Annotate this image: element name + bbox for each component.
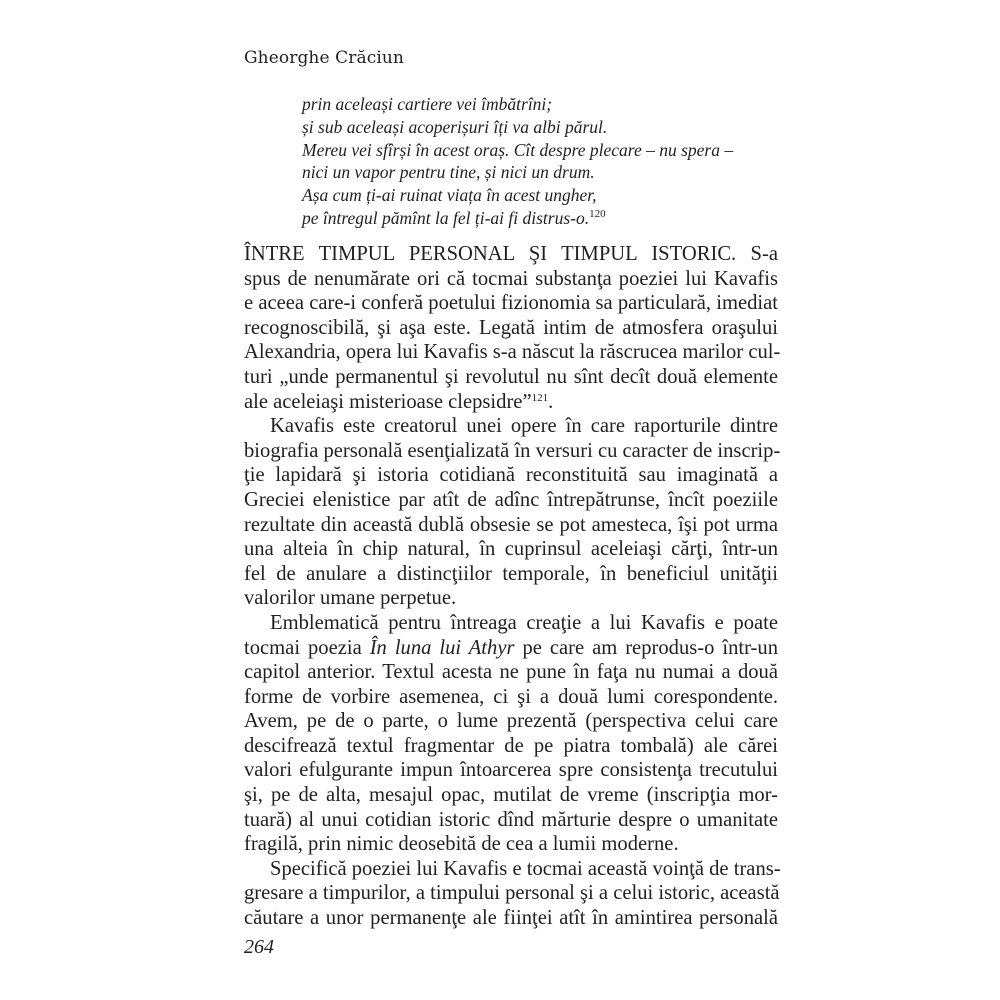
text-line: Emblematică pentru întreaga creaţie a lui Kavafis e poate — [270, 611, 778, 634]
text-line: fel de anulare a distincţiilor temporale, în beneficiul unităţii — [244, 562, 778, 585]
text-line: recognoscibilă, şi aşa este. Legată intim de atmosfera oraşului — [244, 316, 778, 339]
text-line: forme de vorbire asemenea, ci şi a două lumi corespondente. — [244, 685, 778, 708]
text-line-content: ale aceleiaşi misterioase clepsidre” — [244, 390, 532, 413]
text-line: valorilor umane perpetue. — [244, 587, 457, 610]
text-line: Alexandria, opera lui Kavafis s-a născut la răscrucea marilor cul- — [244, 341, 781, 364]
poem-line: prin aceleași cartiere vei îmbătrîni; — [302, 94, 553, 114]
text-line: gresare a timpurilor, a timpului personal şi a celui istoric, această — [244, 882, 780, 905]
text-line: rezultate din această dublă obsesie se pot amesteca, îşi pot urma — [244, 513, 778, 536]
text-line: căutare a unor permanenţe ale fiinţei atît în amintirea personală — [244, 907, 778, 930]
text-line: capitol anterior. Textul acesta ne pune în faţa nu numai a două — [244, 661, 778, 684]
poem-line: și sub aceleași acoperișuri îți va albi părul. — [302, 116, 608, 137]
text-line: tuară) al unui cotidian istoric dînd mărturie despre o umanitate — [244, 808, 778, 831]
poem-line: nici un vapor pentru tine, și nici un drum. — [302, 162, 595, 183]
sentence-end: . — [548, 390, 554, 413]
poem-line: Așa cum ți-ai ruinat viața în acest ungher, — [302, 185, 597, 206]
running-head-author: Gheorghe Crăciun — [244, 48, 404, 68]
text-line-content: pe care am reprodus-o într-un — [514, 636, 779, 659]
text-line: ţie lapidară şi istoria cotidiană reconstituită sau imaginată a — [244, 464, 778, 487]
poem-quote — [302, 93, 772, 230]
text-line: valori efulgurante impun întoarcerea spre consistenţa trecutului — [244, 759, 778, 782]
text-line: Specifică poeziei lui Kavafis e tocmai această voinţă de trans- — [270, 857, 781, 880]
text-line: fragilă, prin nimic deosebită de cea a lumii moderne. — [244, 833, 679, 856]
footnote-reference: 120 — [589, 207, 606, 220]
text-line: una alteia în chip natural, în cuprinsul aceleiaşi cărţi, într-un — [244, 538, 778, 561]
text-line: Avem, pe de o parte, o lume prezentă (perspectiva celui care — [244, 710, 778, 733]
text-line: ÎNTRE TIMPUL PERSONAL ŞI TIMPUL ISTORIC. S-a — [244, 243, 778, 265]
poem-line-text: pe întregul pămînt la fel ți-ai fi distrus-o. — [302, 207, 590, 228]
poem-line: Mereu vei sfîrși în acest oraș. Cît despre plecare – nu spera – — [302, 139, 734, 160]
poem-line — [302, 207, 772, 230]
text-line: spus de nenumărate ori că tocmai substanţa poeziei lui Kavafis — [244, 267, 778, 290]
text-line: e aceea care-i conferă poetului fizionomia sa particulară, imediat — [244, 292, 778, 315]
paragraph — [244, 414, 781, 611]
text-line: Greciei elenistice par atît de adînc întrepătrunse, încît poeziile — [244, 488, 778, 511]
text-line — [244, 390, 778, 415]
paragraph — [244, 857, 781, 931]
text-line: turi „unde permanentul şi revolutul nu sînt decît două elemente — [244, 365, 778, 388]
text-line: descifrează textul fragmentar de pe piatra tombală) ale cărei — [244, 734, 778, 757]
text-line: şi, pe de alta, mesajul opac, mutilat de vreme (inscripţia mor- — [244, 784, 778, 807]
text-line: biografia personală esenţializată în versuri cu caracter de inscrip- — [244, 439, 781, 462]
paragraph — [244, 611, 778, 857]
text-line — [244, 636, 778, 661]
footnote-reference: 121 — [531, 391, 549, 404]
text-line: Kavafis este creatorul unei opere în care raporturile dintre — [270, 415, 778, 438]
body-text — [244, 242, 781, 931]
paragraph — [244, 242, 781, 414]
page-number: 264 — [244, 936, 274, 958]
text-line-content: tocmai poezia — [244, 636, 370, 659]
poem-title: În luna lui Athyr — [369, 636, 515, 659]
